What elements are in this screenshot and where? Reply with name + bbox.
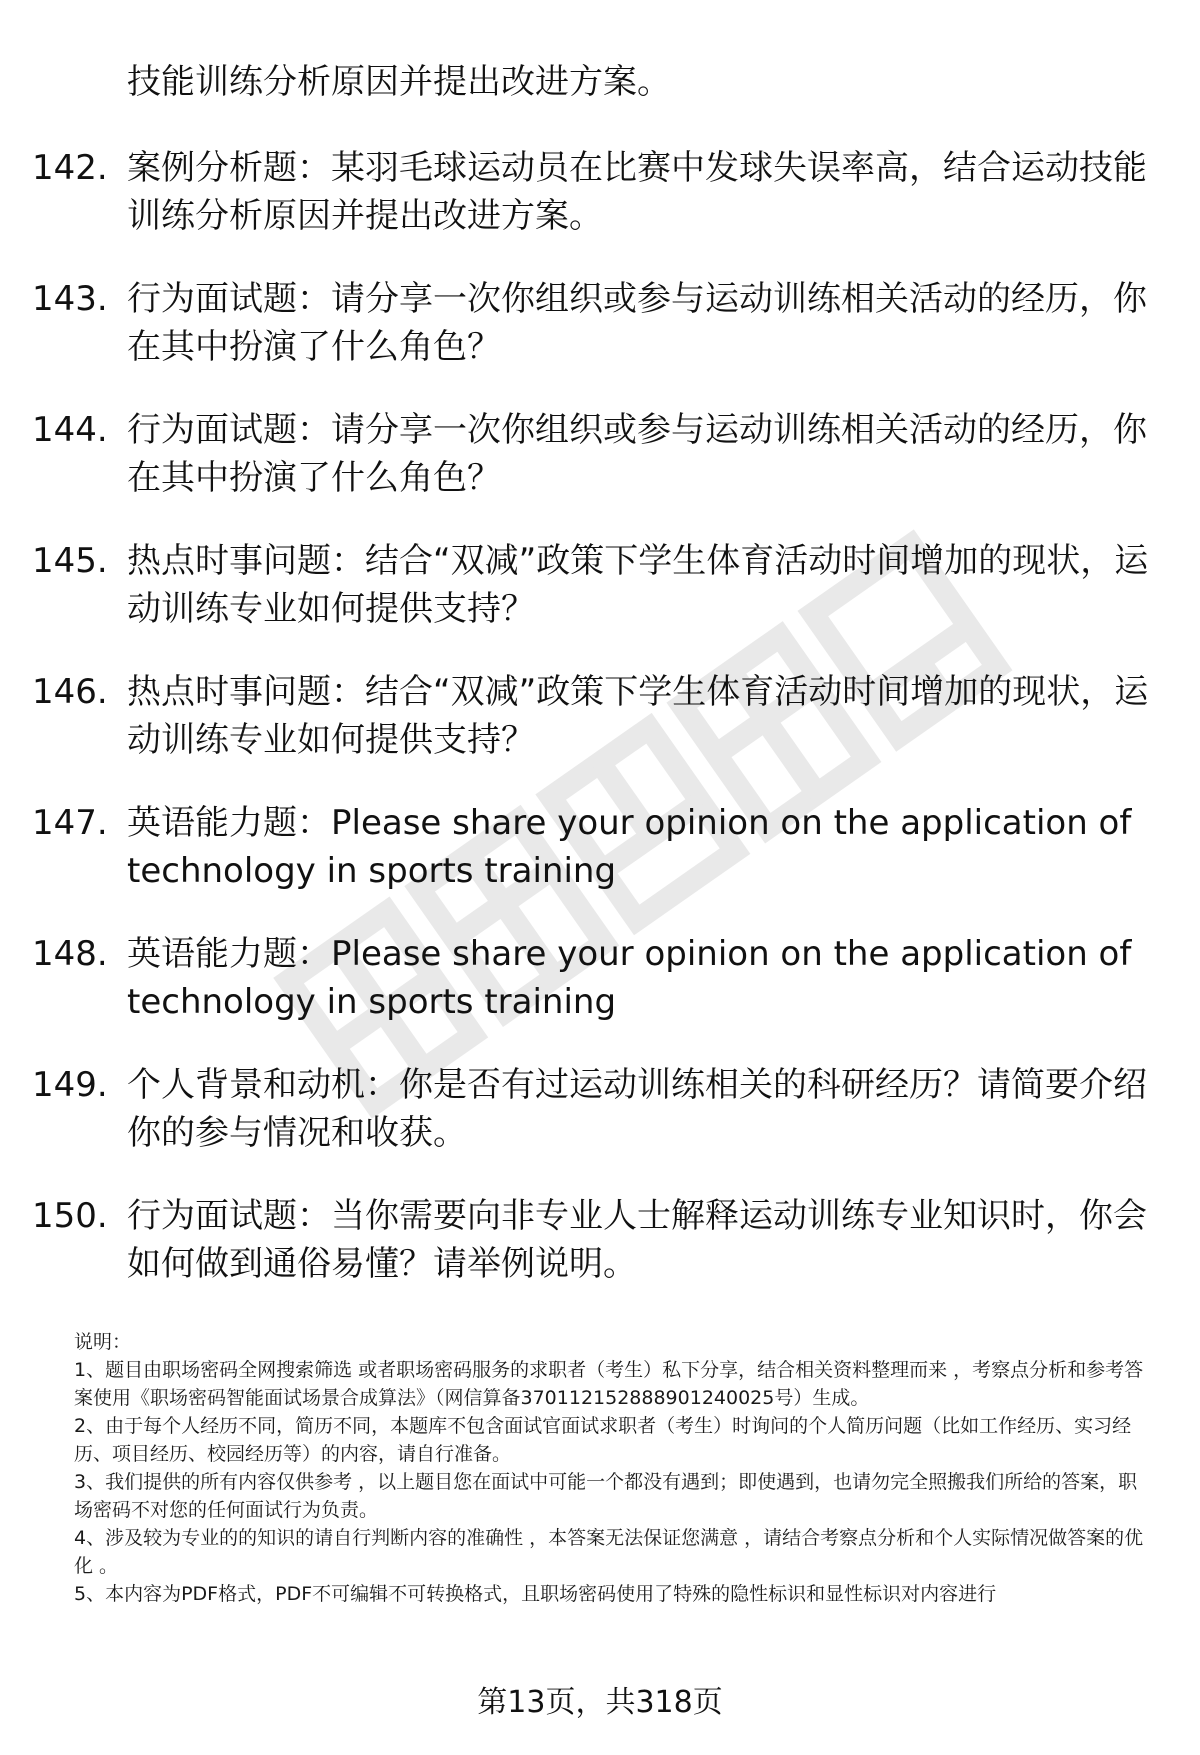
continuation-text: 技能训练分析原因并提出改进方案。 <box>127 62 671 102</box>
question-number-label: 148. <box>32 934 108 974</box>
note-item: 4、涉及较为专业的的知识的请自行判断内容的准确性 ，本答案无法保证您满意 ，请结合考察点分析和个人实际情况做答案的优化 。 <box>74 1527 1144 1577</box>
question-item <box>0 1061 1200 1157</box>
question-number-label: 144. <box>32 410 108 450</box>
question-number-label: 149. <box>32 1065 108 1105</box>
note-item: 3、我们提供的所有内容仅供参考 ，以上题目您在面试中可能一个都没有遇到；即使遇到，也请勿完全照搬我们所给的答案，职场密码不对您的任何面试行为负责。 <box>74 1471 1138 1521</box>
note-item: 1、题目由职场密码全网搜索筛选 或者职场密码服务的求职者（考生）私下分享，结合相关资料整理而来 ，考察点分析和参考答案使用《职场密码智能面试场景合成算法》（网信算备370112152888901240025号）生成。 <box>74 1359 1144 1409</box>
question-item <box>0 930 1200 1026</box>
question-list <box>0 144 1200 1323</box>
question-text: 行为面试题：请分享一次你组织或参与运动训练相关活动的经历，你在其中扮演了什么角色？ <box>127 410 1147 498</box>
question-text: 行为面试题：当你需要向非专业人士解释运动训练专业知识时，你会如何做到通俗易懂？请举例说明。 <box>127 1196 1147 1284</box>
question-item <box>0 1192 1200 1288</box>
question-number <box>0 1061 127 1157</box>
question-number <box>0 930 127 1026</box>
question-number <box>0 537 127 633</box>
question-item <box>0 668 1200 764</box>
note-item: 2、由于每个人经历不同，简历不同，本题库不包含面试官面试求职者（考生）时询问的个人简历问题（比如工作经历、实习经历、项目经历、校园经历等）的内容，请自行准备。 <box>74 1415 1132 1465</box>
question-text: 案例分析题：某羽毛球运动员在比赛中发球失误率高，结合运动技能训练分析原因并提出改进方案。 <box>127 148 1147 236</box>
question-text: 英语能力题：Please share your opinion on the application of technology in sports training <box>127 803 1132 891</box>
question-text: 个人背景和动机：你是否有过运动训练相关的科研经历？请简要介绍你的参与情况和收获。 <box>127 1065 1147 1153</box>
question-number-label: 143. <box>32 279 108 319</box>
question-item <box>0 537 1200 633</box>
notes-section <box>74 1328 1154 1608</box>
question-number-label: 145. <box>32 541 108 581</box>
question-number <box>0 144 127 240</box>
question-number-label: 147. <box>32 803 108 843</box>
question-text: 行为面试题：请分享一次你组织或参与运动训练相关活动的经历，你在其中扮演了什么角色？ <box>127 279 1147 367</box>
notes-heading: 说明： <box>74 1331 132 1353</box>
note-item: 5、本内容为PDF格式，PDF不可编辑不可转换格式，且职场密码使用了特殊的隐性标识和显性标识对内容进行 <box>74 1583 997 1605</box>
question-item <box>0 144 1200 240</box>
question-text: 热点时事问题：结合“双减”政策下学生体育活动时间增加的现状，运动训练专业如何提供支持？ <box>127 541 1149 629</box>
question-number <box>0 406 127 502</box>
question-item <box>0 275 1200 371</box>
question-number <box>0 275 127 371</box>
question-text: 热点时事问题：结合“双减”政策下学生体育活动时间增加的现状，运动训练专业如何提供支持？ <box>127 672 1149 760</box>
page-number-footer: 第13页，共318页 <box>477 1685 723 1720</box>
question-number <box>0 799 127 895</box>
question-number-label: 146. <box>32 672 108 712</box>
question-item <box>0 799 1200 895</box>
question-number <box>0 1192 127 1288</box>
question-text: 英语能力题：Please share your opinion on the application of technology in sports training <box>127 934 1132 1022</box>
question-number-label: 150. <box>32 1196 108 1236</box>
question-number <box>0 668 127 764</box>
question-number-label: 142. <box>32 148 108 188</box>
question-item <box>0 406 1200 502</box>
